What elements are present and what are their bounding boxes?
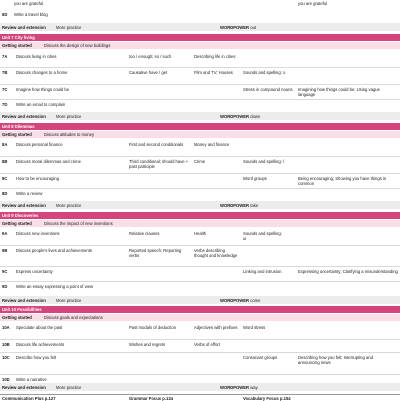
- lesson-row-8d: 8D Write a review: [2, 191, 43, 196]
- lesson-row-7b: 7B Discuss changes to a home Causative have / get Film and TV; Houses Sounds and spelling: o: [2, 70, 286, 75]
- lesson-row-7d: 7D Write an email to complain: [2, 102, 66, 107]
- unit-heading: Unit 9 Discoveries: [0, 212, 400, 219]
- review-row: Review and extension More practice WORDPOWER down: [0, 112, 400, 120]
- wordpower: WORDPOWER out: [220, 24, 257, 30]
- review-row: Review and extension More practice WORDPOWER take: [0, 201, 400, 209]
- footer-grammar-focus: Grammar Focus p.134: [129, 396, 173, 401]
- fragment-right: you are grateful: [298, 1, 328, 6]
- lesson-row-9a: 9A Discuss new inventions Relative clauses Health Sounds and spelling: ui: [2, 231, 282, 242]
- lesson-row-9d: 9D Write an essay expressing a point of view: [2, 284, 93, 289]
- lesson-row-8b: 8B Discuss moral dilemmas and crime Third conditional; should have + past participle Crime Sounds and spelling: /: [2, 159, 285, 170]
- lesson-row-7c: 7C Imagine how things could be Stress in compound nouns Imagining how things could be; Using vague language: [2, 87, 380, 98]
- getting-started-row: Getting started Discuss the design of new buildings: [0, 42, 400, 49]
- lesson-row-10a: 10A Speculate about the past Past modals of deduction Adjectives with prefixes Word stress: [2, 325, 266, 330]
- unit-heading: Unit 8 Dilemmas: [0, 123, 400, 130]
- lesson-row-8c: 8C How to be encouraging Word groups Being encouraging; Showing you have things in common: [2, 176, 387, 187]
- getting-started-row: Getting started Discuss the impact of new inventions: [0, 220, 400, 227]
- footer-communication-plus: Communication Plus p.127: [2, 396, 56, 401]
- footer-vocabulary-focus: Vocabulary Focus p.154: [243, 396, 291, 401]
- review-row: Review and extension More practice WORDPOWER come: [0, 296, 400, 304]
- lesson-row-9c: 9C Express uncertainty Linking and intrusion Expressing uncertainty; Clarifying a misunderstanding: [2, 269, 398, 274]
- getting-started-row: Getting started Discuss goals and expectations: [0, 314, 400, 321]
- lesson-row-10d: 10D Write a narrative: [2, 376, 47, 382]
- review-row: Review and extension More practice WORDPOWER way: [0, 383, 400, 391]
- unit-heading: Unit 10 Possibilities: [0, 306, 400, 313]
- lesson-code: 6D: [2, 12, 8, 17]
- more-practice: More practice: [56, 24, 82, 30]
- lesson-row-8a: 8A Discuss personal finance First and second conditionals Money and finance: [2, 142, 230, 147]
- review-label: Review and extension: [2, 24, 46, 30]
- lesson-row-10b: 10B Discuss life achievements Wishes and regrets Verbs of effort: [2, 342, 220, 347]
- lesson-topic: Write a travel blog: [14, 12, 48, 17]
- lesson-row-9b: 9B Discuss people's lives and achievements Reported speech; Reporting verbs Verbs describing thought and knowledge: [2, 248, 238, 259]
- review-row: [0, 23, 400, 31]
- fragment-left: you are grateful: [14, 1, 44, 6]
- getting-started-row: Getting started Discuss attitudes to money: [0, 131, 400, 138]
- lesson-row-7a: 7A Discuss living in cities too / enough; so / such Describing life in cities: [2, 54, 236, 59]
- unit-heading: Unit 7 City living: [0, 34, 400, 41]
- lesson-row-6d: [0, 10, 400, 20]
- lesson-row-10c: 10C Describe how you felt Consonant groups Describing how you felt; Interrupting and announcing news: [2, 355, 373, 366]
